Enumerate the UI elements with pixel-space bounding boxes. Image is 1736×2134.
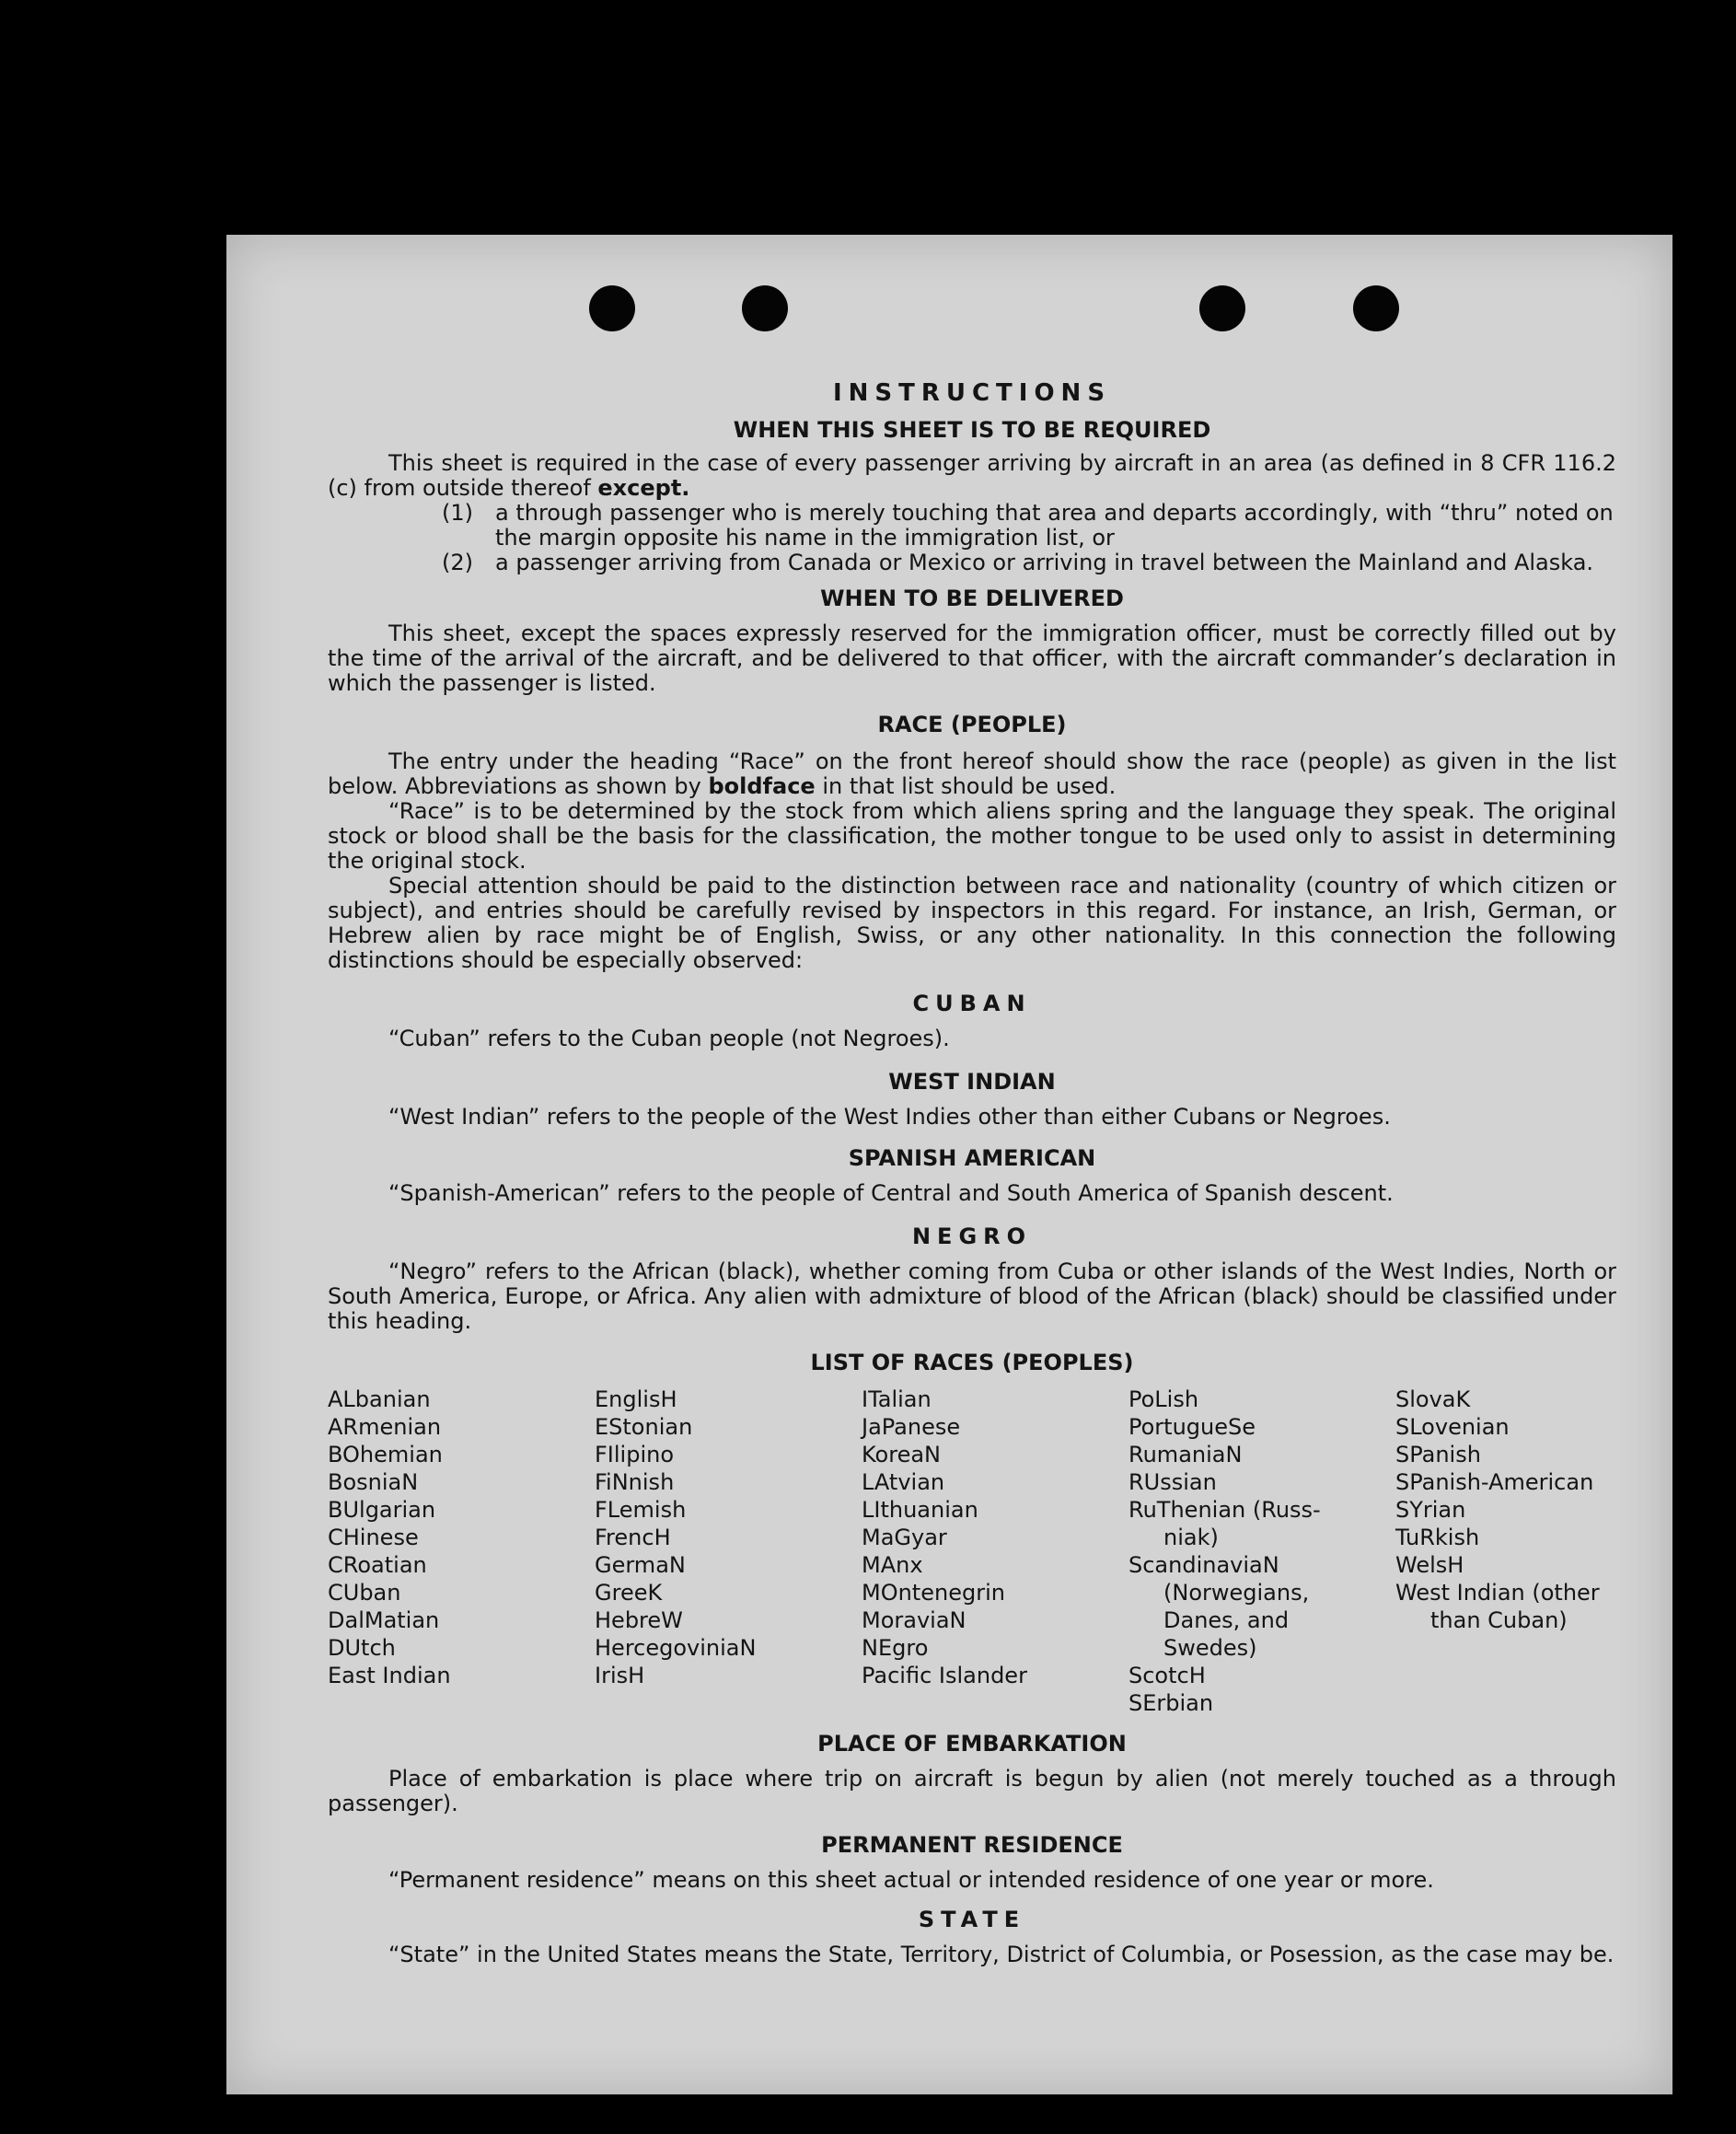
- instructions-content: [328, 379, 1616, 1967]
- punch-hole: [1353, 285, 1399, 331]
- list-item: HercegoviniaN: [595, 1635, 757, 1661]
- list-item: RuThenian (Russ-: [1128, 1497, 1321, 1523]
- list-item: BUlgarian: [328, 1497, 436, 1523]
- heading-cuban: CUBAN: [912, 991, 1032, 1016]
- list-item: PortugueSe: [1128, 1414, 1256, 1440]
- delivered-text: This sheet, except the spaces expressly reserved for the immigration officer, must be correctly filled out by the time of the arrival of the aircraft, and be delivered to that officer, with the aircraft commander’s declaration in which the passenger is listed.: [328, 620, 1616, 696]
- list-item: SErbian: [1128, 1690, 1214, 1716]
- list-item: niak): [1163, 1525, 1219, 1550]
- list-item: EStonian: [595, 1414, 693, 1440]
- page-title: INSTRUCTIONS: [832, 379, 1112, 407]
- list-item: CUban: [328, 1580, 401, 1606]
- list-item: RUssian: [1128, 1469, 1217, 1495]
- list-item: CRoatian: [328, 1552, 427, 1578]
- heading-state: STATE: [918, 1907, 1026, 1932]
- list-item: PoLish: [1128, 1386, 1199, 1412]
- list-item: GermaN: [595, 1552, 686, 1578]
- list-item: MOntenegrin: [862, 1580, 1005, 1606]
- race-list-column: [328, 1386, 595, 1717]
- race-text: The entry under the heading “Race” on the front hereof should show the race (people) as given in the list below. Abbreviations as shown by boldface in that list should be used.: [328, 748, 1616, 799]
- list-item: FIlipino: [595, 1442, 675, 1467]
- list-item: NEgro: [862, 1635, 929, 1661]
- heading-race: RACE (PEOPLE): [877, 712, 1067, 737]
- list-item: Swedes): [1163, 1635, 1257, 1661]
- race-list-column: [1395, 1386, 1662, 1717]
- list-item: than Cuban): [1430, 1607, 1568, 1633]
- heading-embarkation: PLACE OF EMBARKATION: [817, 1731, 1127, 1757]
- list-item: ScandinaviaN: [1128, 1552, 1279, 1578]
- list-item: LIthuanian: [862, 1497, 978, 1523]
- list-item: FrencH: [595, 1525, 671, 1550]
- punch-hole: [742, 285, 788, 331]
- list-item: (Norwegians,: [1163, 1580, 1310, 1606]
- list-item: RumaniaN: [1128, 1442, 1243, 1467]
- race-list: [328, 1386, 1616, 1717]
- list-item: MAnx: [862, 1552, 923, 1578]
- embarkation-text: Place of embarkation is place where trip on aircraft is begun by alien (not merely touched as a through passenger).: [328, 1766, 1616, 1816]
- cuban-text: “Cuban” refers to the Cuban people (not Negroes).: [388, 1026, 950, 1051]
- residence-text: “Permanent residence” means on this sheet actual or intended residence of one year or more.: [388, 1867, 1434, 1893]
- list-item: FLemish: [595, 1497, 687, 1523]
- list-item: TuRkish: [1395, 1525, 1480, 1550]
- list-item: Danes, and: [1163, 1607, 1290, 1633]
- list-item: West Indian (other: [1395, 1580, 1600, 1606]
- heading-required: WHEN THIS SHEET IS TO BE REQUIRED: [733, 417, 1211, 443]
- list-item: ITalian: [862, 1386, 932, 1412]
- list-item: SYrian: [1395, 1497, 1466, 1523]
- required-item: (2) a passenger arriving from Canada or Mexico or arriving in travel between the Mainland and Alaska.: [442, 550, 1594, 575]
- list-item: SPanish: [1395, 1442, 1481, 1467]
- list-item: EnglisH: [595, 1386, 677, 1412]
- list-item: Pacific Islander: [862, 1663, 1027, 1688]
- required-text: This sheet is required in the case of every passenger arriving by aircraft in an area (as defined in 8 CFR 116.2 (c) from outside thereof except.: [328, 450, 1616, 501]
- heading-residence: PERMANENT RESIDENCE: [821, 1832, 1123, 1858]
- negro-text: “Negro” refers to the African (black), whether coming from Cuba or other islands of the West Indies, North or South America, Europe, or Africa. Any alien with admixture of blood of the African (black) should be classified under this heading.: [328, 1258, 1616, 1334]
- list-item: LAtvian: [862, 1469, 945, 1495]
- list-item: WelsH: [1395, 1552, 1464, 1578]
- list-item: CHinese: [328, 1525, 419, 1550]
- spanish-american-text: “Spanish-American” refers to the people of Central and South America of Spanish descent.: [388, 1180, 1394, 1206]
- list-item: SLovenian: [1395, 1414, 1510, 1440]
- list-item: ARmenian: [328, 1414, 442, 1440]
- list-item: FiNnish: [595, 1469, 675, 1495]
- list-item: HebreW: [595, 1607, 683, 1633]
- required-item: (1) a through passenger who is merely touching that area and departs accordingly, with “thru” noted on the margin opposite his name in the immigration list, or: [442, 500, 1614, 551]
- list-item: SlovaK: [1395, 1386, 1471, 1412]
- list-item: DalMatian: [328, 1607, 440, 1633]
- punch-hole: [589, 285, 635, 331]
- list-item: JaPanese: [862, 1414, 961, 1440]
- list-item: SPanish-American: [1395, 1469, 1594, 1495]
- punch-hole: [1199, 285, 1245, 331]
- list-item: East Indian: [328, 1663, 451, 1688]
- list-item: BOhemian: [328, 1442, 443, 1467]
- heading-list-of-races: LIST OF RACES (PEOPLES): [810, 1350, 1134, 1375]
- race-text-3: Special attention should be paid to the distinction between race and nationality (country of which citizen or subject), and entries should be carefully revised by inspectors in this regard. For instance, an Irish, German, or Hebrew alien by race might be of English, Swiss, or any other nationality. In this connection the following distinctions should be especially observed:: [328, 873, 1616, 973]
- list-item: MaGyar: [862, 1525, 947, 1550]
- heading-spanish-american: SPANISH AMERICAN: [848, 1145, 1096, 1171]
- heading-west-indian: WEST INDIAN: [888, 1069, 1056, 1095]
- list-item: KoreaN: [862, 1442, 941, 1467]
- list-item: DUtch: [328, 1635, 396, 1661]
- race-list-column: [595, 1386, 862, 1717]
- heading-negro: NEGRO: [911, 1224, 1033, 1249]
- state-text: “State” in the United States means the State, Territory, District of Columbia, or Posession, as the case may be.: [388, 1942, 1614, 1967]
- list-item: BosniaN: [328, 1469, 419, 1495]
- race-list-column: [1128, 1386, 1395, 1717]
- race-text-2: “Race” is to be determined by the stock from which aliens spring and the language they speak. The original stock or blood shall be the basis for the classification, the mother tongue to be used only to assist in determining the original stock.: [328, 798, 1616, 874]
- list-item: ALbanian: [328, 1386, 431, 1412]
- list-item: IrisH: [595, 1663, 645, 1688]
- list-item: MoraviaN: [862, 1607, 966, 1633]
- list-item: ScotcH: [1128, 1663, 1206, 1688]
- heading-delivered: WHEN TO BE DELIVERED: [820, 586, 1124, 611]
- race-list-column: [862, 1386, 1128, 1717]
- west-indian-text: “West Indian” refers to the people of the West Indies other than either Cubans or Negroes.: [388, 1104, 1391, 1130]
- list-item: GreeK: [595, 1580, 663, 1606]
